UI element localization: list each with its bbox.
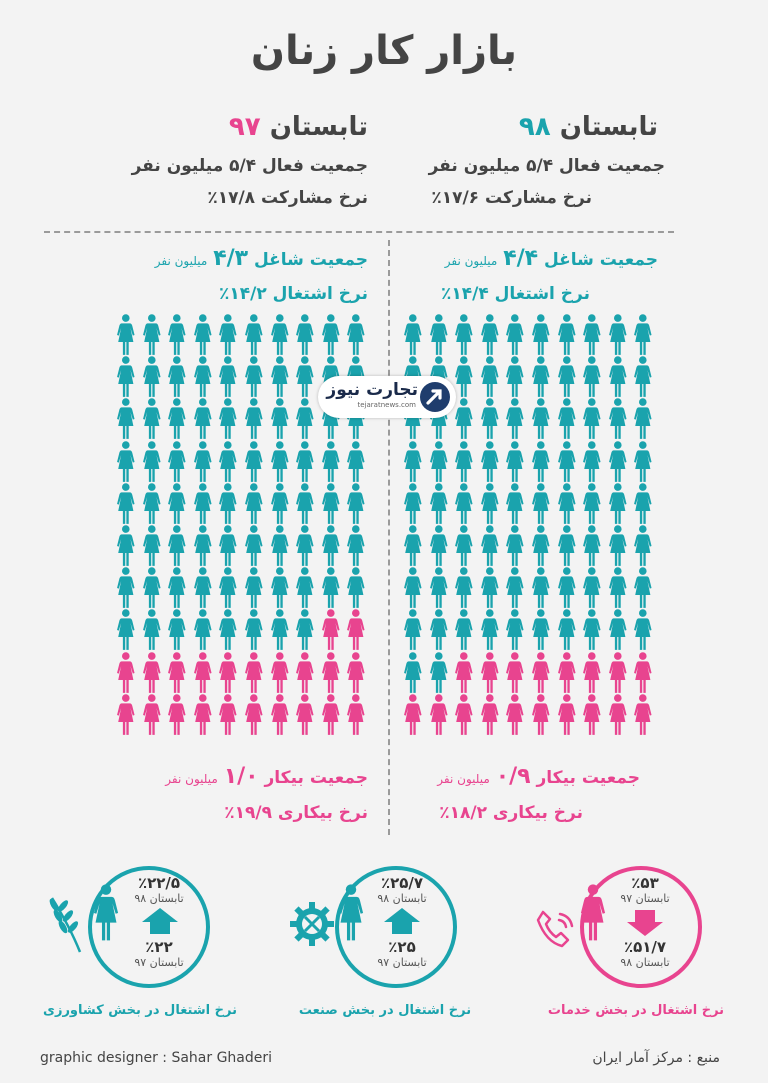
woman-icon-employed [528, 441, 554, 483]
woman-icon-employed [477, 525, 503, 567]
woman-icon-unemployed [477, 694, 503, 736]
woman-icon-employed [400, 609, 426, 651]
woman-icon-employed [292, 398, 318, 440]
left-unemployment-rate: نرخ بیکاری ۱۹/۹٪ [224, 803, 368, 823]
woman-icon-employed [400, 483, 426, 525]
woman-icon-employed [579, 314, 605, 356]
woman-icon-employed [426, 567, 452, 609]
woman-icon-employed [579, 567, 605, 609]
right-employed-value: ۴/۴ [503, 246, 539, 271]
woman-icon-employed [190, 609, 216, 651]
woman-icon-employed [241, 441, 267, 483]
woman-icon-employed [400, 441, 426, 483]
woman-icon-employed [113, 314, 139, 356]
woman-icon-employed [451, 314, 477, 356]
woman-icon-employed [554, 314, 580, 356]
woman-icon-employed [113, 356, 139, 398]
woman-icon-employed [241, 314, 267, 356]
right-active-population: جمعیت فعال ۵/۴ میلیون نفر [428, 156, 665, 176]
woman-icon-employed [579, 609, 605, 651]
woman-icon-employed [215, 567, 241, 609]
woman-icon-unemployed [343, 652, 369, 694]
woman-icon-employed [139, 525, 165, 567]
arrow-up-icon [384, 908, 420, 934]
left-unemployed-unit: میلیون نفر [165, 772, 218, 786]
right-unemployment-rate: نرخ بیکاری ۱۸/۲٪ [439, 803, 583, 823]
woman-icon-employed [605, 356, 631, 398]
woman-icon-employed [215, 398, 241, 440]
left-employed-value: ۴/۳ [213, 246, 249, 271]
right-year: ۹۸ [518, 112, 551, 142]
woman-icon-unemployed [451, 694, 477, 736]
woman-icon-employed [451, 441, 477, 483]
woman-icon-employed [113, 609, 139, 651]
woman-icon-unemployed [318, 694, 344, 736]
woman-icon-employed [528, 483, 554, 525]
woman-icon-employed [164, 441, 190, 483]
woman-icon-unemployed [215, 652, 241, 694]
services-bottom-value: ٪۵۱/۷ [623, 938, 667, 956]
woman-icon-employed [292, 483, 318, 525]
right-participation-rate: نرخ مشارکت ۱۷/۶٪ [431, 188, 592, 208]
woman-icon-unemployed [164, 652, 190, 694]
arrow-up-icon [142, 908, 178, 934]
woman-icon-employed [343, 567, 369, 609]
agriculture-label: نرخ اشتغال در بخش کشاورزی [43, 1003, 237, 1018]
woman-icon-employed [528, 314, 554, 356]
woman-icon-unemployed [630, 694, 656, 736]
woman-icon-employed [477, 441, 503, 483]
woman-icon-employed [605, 314, 631, 356]
woman-icon-unemployed [241, 694, 267, 736]
woman-icon-employed [139, 441, 165, 483]
woman-icon-employed [190, 356, 216, 398]
woman-icon-employed [451, 483, 477, 525]
woman-icon-employed [113, 398, 139, 440]
woman-icon-employed [426, 652, 452, 694]
woman-icon-unemployed [267, 694, 293, 736]
woman-icon-employed [139, 483, 165, 525]
right-unemployed-label: جمعیت بیکار [536, 768, 640, 788]
woman-icon [580, 884, 606, 942]
woman-icon-employed [605, 398, 631, 440]
woman-icon-employed [190, 441, 216, 483]
services-top-year: تابستان ۹۷ [620, 892, 670, 905]
woman-icon-unemployed [318, 609, 344, 651]
woman-icon-employed [215, 609, 241, 651]
tejarat-news-logo [318, 376, 456, 418]
woman-icon-employed [292, 441, 318, 483]
agriculture-top-value: ٪۲۲/۵ [137, 874, 181, 892]
logo-site: tejaratnews.com [357, 401, 416, 409]
woman-icon-unemployed [139, 694, 165, 736]
woman-icon-employed [502, 314, 528, 356]
woman-icon-employed [292, 609, 318, 651]
woman-icon-unemployed [113, 694, 139, 736]
woman-icon-unemployed [292, 694, 318, 736]
woman-icon-employed [241, 567, 267, 609]
woman-icon-employed [502, 609, 528, 651]
industry-bottom-year: تابستان ۹۷ [377, 956, 427, 969]
woman-icon-employed [630, 356, 656, 398]
woman-icon-unemployed [477, 652, 503, 694]
woman-icon-unemployed [579, 652, 605, 694]
left-employed [110, 246, 368, 271]
woman-icon-employed [139, 609, 165, 651]
woman-icon-employed [630, 525, 656, 567]
woman-icon-employed [318, 314, 344, 356]
woman-icon-unemployed [630, 652, 656, 694]
woman-icon-unemployed [502, 694, 528, 736]
left-employed-label: جمعیت شاغل [254, 250, 368, 270]
source-credit: منبع : مرکز آمار ایران [592, 1050, 720, 1066]
left-unemployed-value: ۱/۰ [223, 764, 259, 789]
woman-icon-employed [267, 609, 293, 651]
woman-icon-employed [241, 525, 267, 567]
woman-icon-unemployed [554, 694, 580, 736]
woman-icon-employed [477, 609, 503, 651]
woman-icon [338, 884, 364, 942]
woman-icon-employed [630, 609, 656, 651]
woman-icon-employed [477, 398, 503, 440]
woman-icon-employed [164, 314, 190, 356]
left-employment-rate: نرخ اشتغال ۱۴/۲٪ [219, 284, 368, 304]
woman-icon-unemployed [267, 652, 293, 694]
woman-icon-unemployed [190, 652, 216, 694]
woman-icon-employed [241, 356, 267, 398]
woman-icon-employed [292, 567, 318, 609]
woman-icon-unemployed [451, 652, 477, 694]
woman-icon-employed [292, 356, 318, 398]
woman-icon-employed [554, 356, 580, 398]
woman-icon-employed [139, 567, 165, 609]
woman-icon-employed [630, 567, 656, 609]
woman-icon-employed [267, 525, 293, 567]
woman-icon-employed [267, 314, 293, 356]
woman-icon-employed [554, 441, 580, 483]
woman-icon-employed [241, 609, 267, 651]
woman-icon-unemployed [605, 694, 631, 736]
woman-icon-employed [343, 525, 369, 567]
woman-icon-unemployed [400, 694, 426, 736]
woman-icon-employed [451, 567, 477, 609]
right-unemployed-value: ۰/۹ [495, 764, 531, 789]
woman-icon-employed [605, 441, 631, 483]
woman-icon-employed [502, 525, 528, 567]
woman-icon-employed [426, 483, 452, 525]
woman-icon-employed [528, 525, 554, 567]
woman-icon-employed [267, 441, 293, 483]
woman-icon-employed [630, 483, 656, 525]
woman-icon-employed [630, 441, 656, 483]
woman-icon-unemployed [318, 652, 344, 694]
woman-icon-unemployed [528, 694, 554, 736]
woman-icon-employed [579, 483, 605, 525]
woman-icon-employed [400, 567, 426, 609]
left-season: تابستان [269, 112, 368, 142]
woman-icon-employed [400, 525, 426, 567]
woman-icon-employed [267, 398, 293, 440]
woman-icon-employed [579, 398, 605, 440]
woman-icon-employed [502, 441, 528, 483]
woman-icon-employed [343, 483, 369, 525]
woman-icon-employed [554, 525, 580, 567]
woman-icon-employed [267, 356, 293, 398]
woman-icon-employed [451, 398, 477, 440]
services-label: نرخ اشتغال در بخش خدمات [547, 1003, 725, 1018]
woman-icon-employed [139, 314, 165, 356]
woman-icon-employed [528, 609, 554, 651]
right-employed-unit: میلیون نفر [444, 254, 498, 268]
gear-tools-icon [288, 900, 336, 948]
agriculture-bottom-year: تابستان ۹۷ [134, 956, 184, 969]
left-participation-rate: نرخ مشارکت ۱۷/۸٪ [207, 188, 368, 208]
woman-icon-unemployed [139, 652, 165, 694]
right-employed-label: جمعیت شاغل [544, 250, 658, 270]
woman-icon-unemployed [502, 652, 528, 694]
woman-icon-employed [426, 609, 452, 651]
right-unemployed-unit: میلیون نفر [437, 772, 490, 786]
woman-icon-employed [164, 483, 190, 525]
woman-icon-employed [267, 483, 293, 525]
woman-icon-employed [164, 525, 190, 567]
woman-icon-employed [241, 398, 267, 440]
woman-icon-employed [215, 441, 241, 483]
woman-icon-employed [215, 483, 241, 525]
woman-icon-unemployed [190, 694, 216, 736]
woman-icon-employed [164, 398, 190, 440]
woman-icon-employed [164, 609, 190, 651]
woman-icon-unemployed [605, 652, 631, 694]
woman-icon-employed [554, 398, 580, 440]
industry-bottom-value: ٪۲۵ [388, 938, 416, 956]
woman-icon-employed [451, 609, 477, 651]
woman-icon-employed [502, 356, 528, 398]
woman-icon-employed [579, 441, 605, 483]
horizontal-divider [44, 231, 674, 233]
woman-icon-employed [528, 356, 554, 398]
woman-icon-employed [579, 356, 605, 398]
woman-icon-employed [426, 441, 452, 483]
woman-icon-employed [477, 483, 503, 525]
arrow-down-icon [627, 910, 663, 936]
woman-icon-employed [343, 314, 369, 356]
woman-icon-employed [190, 567, 216, 609]
woman-icon-employed [605, 525, 631, 567]
right-employed [400, 246, 658, 271]
woman-icon-employed [477, 356, 503, 398]
logo-mark-icon [420, 382, 450, 412]
agriculture-bottom-value: ٪۲۲ [145, 938, 173, 956]
woman-icon-employed [400, 652, 426, 694]
woman-icon-unemployed [343, 609, 369, 651]
woman-icon-employed [113, 441, 139, 483]
woman-icon-employed [215, 314, 241, 356]
wheat-icon [40, 892, 90, 954]
woman-icon-employed [318, 525, 344, 567]
left-active-population: جمعیت فعال ۵/۴ میلیون نفر [131, 156, 368, 176]
woman-icon-unemployed [215, 694, 241, 736]
woman-icon-employed [113, 483, 139, 525]
right-employment-rate: نرخ اشتغال ۱۴/۴٪ [441, 284, 590, 304]
woman-icon-employed [190, 483, 216, 525]
woman-icon-employed [528, 567, 554, 609]
woman-icon-employed [241, 483, 267, 525]
industry-label: نرخ اشتغال در بخش صنعت [298, 1003, 472, 1018]
woman-icon-employed [426, 314, 452, 356]
woman-icon-employed [292, 525, 318, 567]
left-unemployed [110, 764, 368, 789]
woman-icon-employed [190, 525, 216, 567]
phone-ringing-icon [534, 908, 578, 952]
woman-icon-employed [318, 567, 344, 609]
woman-icon-employed [554, 567, 580, 609]
woman-icon-unemployed [528, 652, 554, 694]
woman-icon-unemployed [426, 694, 452, 736]
right-unemployed [400, 764, 640, 789]
woman-icon-employed [292, 314, 318, 356]
woman-icon-employed [605, 483, 631, 525]
left-employed-unit: میلیون نفر [154, 254, 208, 268]
woman-icon-employed [528, 398, 554, 440]
woman-icon-unemployed [241, 652, 267, 694]
woman-icon-employed [190, 398, 216, 440]
woman-icon-unemployed [113, 652, 139, 694]
page-title: بازار کار زنان [250, 28, 518, 74]
right-header [400, 112, 658, 142]
woman-icon-unemployed [579, 694, 605, 736]
woman-icon-employed [451, 525, 477, 567]
woman-icon-employed [164, 356, 190, 398]
woman-icon-unemployed [554, 652, 580, 694]
woman-icon-employed [477, 314, 503, 356]
woman-icon-employed [164, 567, 190, 609]
right-season: تابستان [559, 112, 658, 142]
designer-credit: graphic designer : Sahar Ghaderi [40, 1050, 273, 1066]
services-bottom-year: تابستان ۹۸ [620, 956, 670, 969]
woman-icon-employed [605, 567, 631, 609]
woman-icon-employed [113, 525, 139, 567]
woman-icon-employed [502, 567, 528, 609]
woman-icon-employed [554, 483, 580, 525]
woman-icon [93, 884, 119, 942]
left-header [110, 112, 368, 142]
woman-icon-employed [318, 441, 344, 483]
woman-icon-unemployed [292, 652, 318, 694]
woman-icon-employed [139, 398, 165, 440]
woman-icon-employed [605, 609, 631, 651]
woman-icon-unemployed [343, 694, 369, 736]
woman-icon-employed [502, 398, 528, 440]
woman-icon-employed [400, 314, 426, 356]
woman-icon-employed [318, 483, 344, 525]
woman-icon-employed [502, 483, 528, 525]
vertical-divider [388, 240, 390, 835]
industry-top-year: تابستان ۹۸ [377, 892, 427, 905]
woman-icon-employed [426, 525, 452, 567]
logo-name: تجارت نیوز [326, 380, 418, 400]
woman-icon-employed [215, 356, 241, 398]
woman-icon-employed [113, 567, 139, 609]
woman-icon-unemployed [164, 694, 190, 736]
woman-icon-employed [190, 314, 216, 356]
services-top-value: ٪۵۳ [631, 874, 659, 892]
industry-top-value: ٪۲۵/۷ [380, 874, 424, 892]
woman-icon-employed [579, 525, 605, 567]
woman-icon-employed [139, 356, 165, 398]
woman-icon-employed [630, 314, 656, 356]
woman-icon-employed [477, 567, 503, 609]
woman-icon-employed [554, 609, 580, 651]
left-unemployed-label: جمعیت بیکار [264, 768, 368, 788]
left-year: ۹۷ [228, 112, 261, 142]
woman-icon-employed [215, 525, 241, 567]
woman-icon-employed [630, 398, 656, 440]
woman-icon-employed [267, 567, 293, 609]
agriculture-top-year: تابستان ۹۸ [134, 892, 184, 905]
woman-icon-employed [343, 441, 369, 483]
